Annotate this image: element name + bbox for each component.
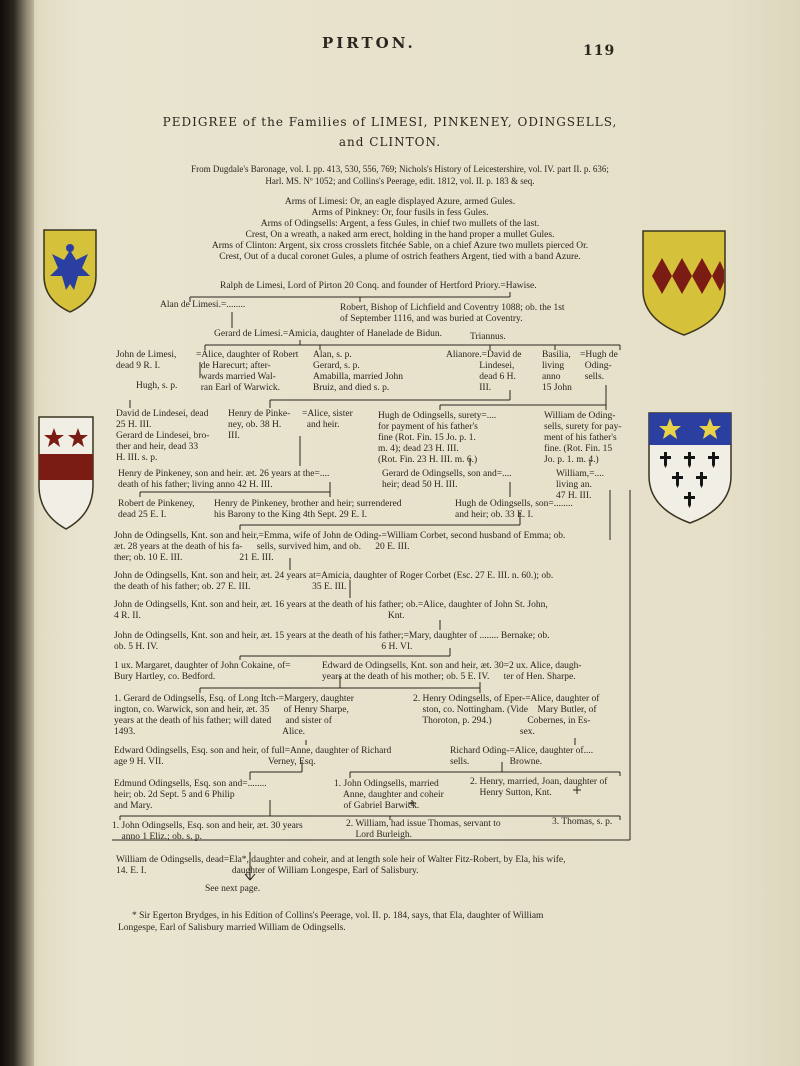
entry-hugh-sp: Hugh, s. p. — [136, 381, 178, 391]
entry-henry-son-and-heir: Henry de Pinkeney, son and heir. æt. 26 years at the=.... death of his father; living anno 42 H. III. — [118, 469, 330, 490]
arms-odingsells: Arms of Odingsells: Argent, a fess Gules, in chief two mullets of the last. — [260, 219, 540, 229]
entry-john-odingsells-4: John de Odingsells, Knt. son and heir, æt. 15 years at the death of his father;=Mary, daughter of ........ Bernake; ob. ob. 5 H. IV. 6 H. VI. — [114, 631, 550, 652]
arms-clinton: Arms of Clinton: Argent, six cross crosslets fitchée Sable, on a chief Azure two mullets pierced Or. — [211, 241, 589, 251]
entry-basilia: Basilia, living anno 15 John — [542, 350, 572, 393]
entry-thomas-sp: 3. Thomas, s. p. — [552, 817, 613, 827]
entry-john-odingsells-3: John de Odingsells, Knt. son and heir, æt. 16 years at the death of his father; ob.=Alice, daughter of John St. John, 4 R. II. Knt. — [114, 600, 548, 621]
entry-hugh-surety: Hugh de Odingsells, surety=.... for payment of his father's fine (Rot. Fin. 15 Jo. p. 1. m. 4); dead 23 H. III. (Rot. Fin. 23 H. III. m. 6.) — [378, 411, 497, 465]
entry-henry-eperston: 2. Henry Odingsells, of Eper-=Alice, daughter of ston, co. Nottingham. (Vide Mary Butler, of Thoroton, p. 294.) Cobernes, in Es- sex. — [413, 694, 600, 737]
entry-alice-sister: =Alice, sister and heir. — [302, 409, 353, 430]
footnote-line-2: Longespe, Earl of Salisbury married William de Odingsells. — [118, 923, 346, 933]
footnote-line-1: * Sir Egerton Brydges, in his Edition of Collins's Peerage, vol. II. p. 184, says, that Ela, daughter of William — [132, 911, 544, 921]
source-line-1: From Dugdale's Baronage, vol. I. pp. 413, 530, 556, 769; Nichols's History of Leicestershire, vol. IV. part II. p. 636; — [191, 164, 609, 174]
crest-odingsells: Crest, On a wreath, a naked arm erect, holding in the hand proper a mullet Gules. — [245, 230, 555, 240]
entry-alice-harecurt: =Alice, daughter of Robert de Harecurt; after- wards married Wal- ran Earl of Warwick. — [196, 350, 299, 393]
crest-clinton: Crest, Out of a ducal coronet Gules, a plume of ostrich feathers Argent, tied with a band Azure. — [219, 252, 581, 262]
entry-william-living: William,=.... living an. 47 H. III. — [556, 469, 604, 501]
entry-alan-de-limesi: Alan de Limesi.=........ — [160, 300, 246, 310]
arms-limesi: Arms of Limesi: Or, an eagle displayed Azure, armed Gules. — [284, 197, 516, 207]
entry-alan-gerard-amabilla: Alan, s. p. Gerard, s. p. Amabilla, married John Bruiz, and died s. p. — [313, 350, 403, 393]
entry-john-de-limesi: John de Limesi, dead 9 R. I. — [116, 350, 177, 371]
page-number: 119 — [583, 43, 616, 59]
entry-william-and-ela: William de Odingsells, dead=Ela*, daughter and coheir, and at length sole heir of Walter Fitz-Robert, by Ela, his wife, 14. E. I. daughter of William Longespe, Earl of Salisbury. — [116, 855, 566, 876]
entry-alianore: Alianore.=David de Lindesei, dead 6 H. III. — [446, 350, 522, 393]
source-line-2: Harl. MS. Nº 1052; and Collins's Peerage, edit. 1812, vol. II. p. 183 & seq. — [265, 176, 535, 186]
entry-john-odingsells-final: 1. John Odingsells, Esq. son and heir, æt. 30 years anno 1 Eliz.; ob. s. p. — [112, 821, 303, 842]
entry-gerard-long-itchington: 1. Gerard de Odingsells, Esq. of Long Itch-=Margery, daughter ington, co. Warwick, son and heir, æt. 35 of Henry Sharpe, years at the death of his father; will dated and sister of 1493. Alice. — [114, 694, 354, 737]
entry-edward-odingsells: Edward Odingsells, Esq. son and heir, of full=Anne, daughter of Richard age 9 H. VII. Verney, Esq. — [114, 746, 392, 767]
arms-pinkney: Arms of Pinkney: Or, four fusils in fess Gules. — [311, 208, 489, 218]
entry-margaret-cokaine: 1 ux. Margaret, daughter of John Cokaine, of= Bury Hartley, co. Bedford. — [114, 661, 291, 682]
see-next-page-note: See next page. — [205, 884, 261, 894]
entry-gerard-de-odingsells: Gerard de Odingsells, son and=.... heir; dead 50 H. III. — [382, 469, 512, 490]
entry-richard-odingsells: Richard Oding-=Alice, daughter of.... sells. Browne. — [450, 746, 594, 767]
entry-henry-brother: Henry de Pinkeney, brother and heir; surrendered his Barony to the King 4th Sept. 29 E. I. — [214, 499, 402, 520]
entry-edward-de-odingsells: Edward de Odingsells, Knt. son and heir, æt. 30=2 ux. Alice, daugh- years at the death of his mother; ob. 5 E. IV. ter of Hen. Sharpe. — [322, 661, 582, 682]
entry-john-married-anne: 1. John Odingsells, married Anne, daughter and coheir of Gabriel Barwick. — [334, 779, 444, 811]
entry-triannus: Triannus. — [470, 332, 506, 342]
entry-hugh-son-and-heir: Hugh de Odingsells, son=........ and heir; ob. 33 E. I. — [455, 499, 573, 520]
entry-hugh-de-odingsells: =Hugh de Oding- sells. — [580, 350, 618, 382]
entry-david-de-lindesei: David de Lindesei, dead 25 H. III. Gerard de Lindesei, bro- ther and heir, dead 33 H. III. s. p. — [116, 409, 210, 463]
pedigree-title-line2: and CLINTON. — [338, 135, 442, 149]
entry-gerard-de-limesi: Gerard de Limesi.=Amicia, daughter of Hanelade de Bidun. — [214, 329, 442, 339]
entry-ralph-de-limesi: Ralph de Limesi, Lord of Pirton 20 Conq. and founder of Hertford Priory.=Hawise. — [220, 281, 537, 291]
entry-edmund-odingsells: Edmund Odingsells, Esq. son and=........ heir; ob. 2d Sept. 5 and 6 Philip and Mary. — [114, 779, 267, 811]
entry-william-surety: William de Oding- sells, surety for pay- ment of his father's fine. (Rot. Fin. 15 Jo. p. 1. m. 4.) — [544, 411, 622, 465]
entry-robert-bishop: Robert, Bishop of Lichfield and Coventry 1088; ob. the 1st of September 1116, and was buried at Coventry. — [340, 303, 565, 324]
running-title: PIRTON. — [322, 34, 416, 52]
entry-henry-married-joan: 2. Henry, married, Joan, daughter of Henry Sutton, Knt. — [470, 777, 608, 798]
entry-robert-de-pinkeney: Robert de Pinkeney, dead 25 E. I. — [118, 499, 195, 520]
pedigree-title-line1: PEDIGREE of the Families of LIMESI, PINKENEY, ODINGSELLS, — [162, 115, 618, 129]
entry-henry-de-pinkeney: Henry de Pinke- ney, ob. 38 H. III. — [228, 409, 291, 441]
entry-william-thomas: 2. William, had issue Thomas, servant to Lord Burleigh. — [346, 819, 501, 840]
entry-john-odingsells-1: John de Odingsells, Knt. son and heir,=Emma, wife of John de Oding-=William Corbet, second husband of Emma; ob. æt. 28 years at the death of his fa- sells, survived him, and ob. 20 E. III. ther; ob. 10 E. III. 21 E. III. — [114, 531, 566, 563]
entry-john-odingsells-2: John de Odingsells, Knt. son and heir, æt. 24 years at=Amicia, daughter of Roger Corbet (Esc. 27 E. III. n. 60.); ob. the death of his father; ob. 27 E. III. 35 E. III. — [114, 571, 554, 592]
